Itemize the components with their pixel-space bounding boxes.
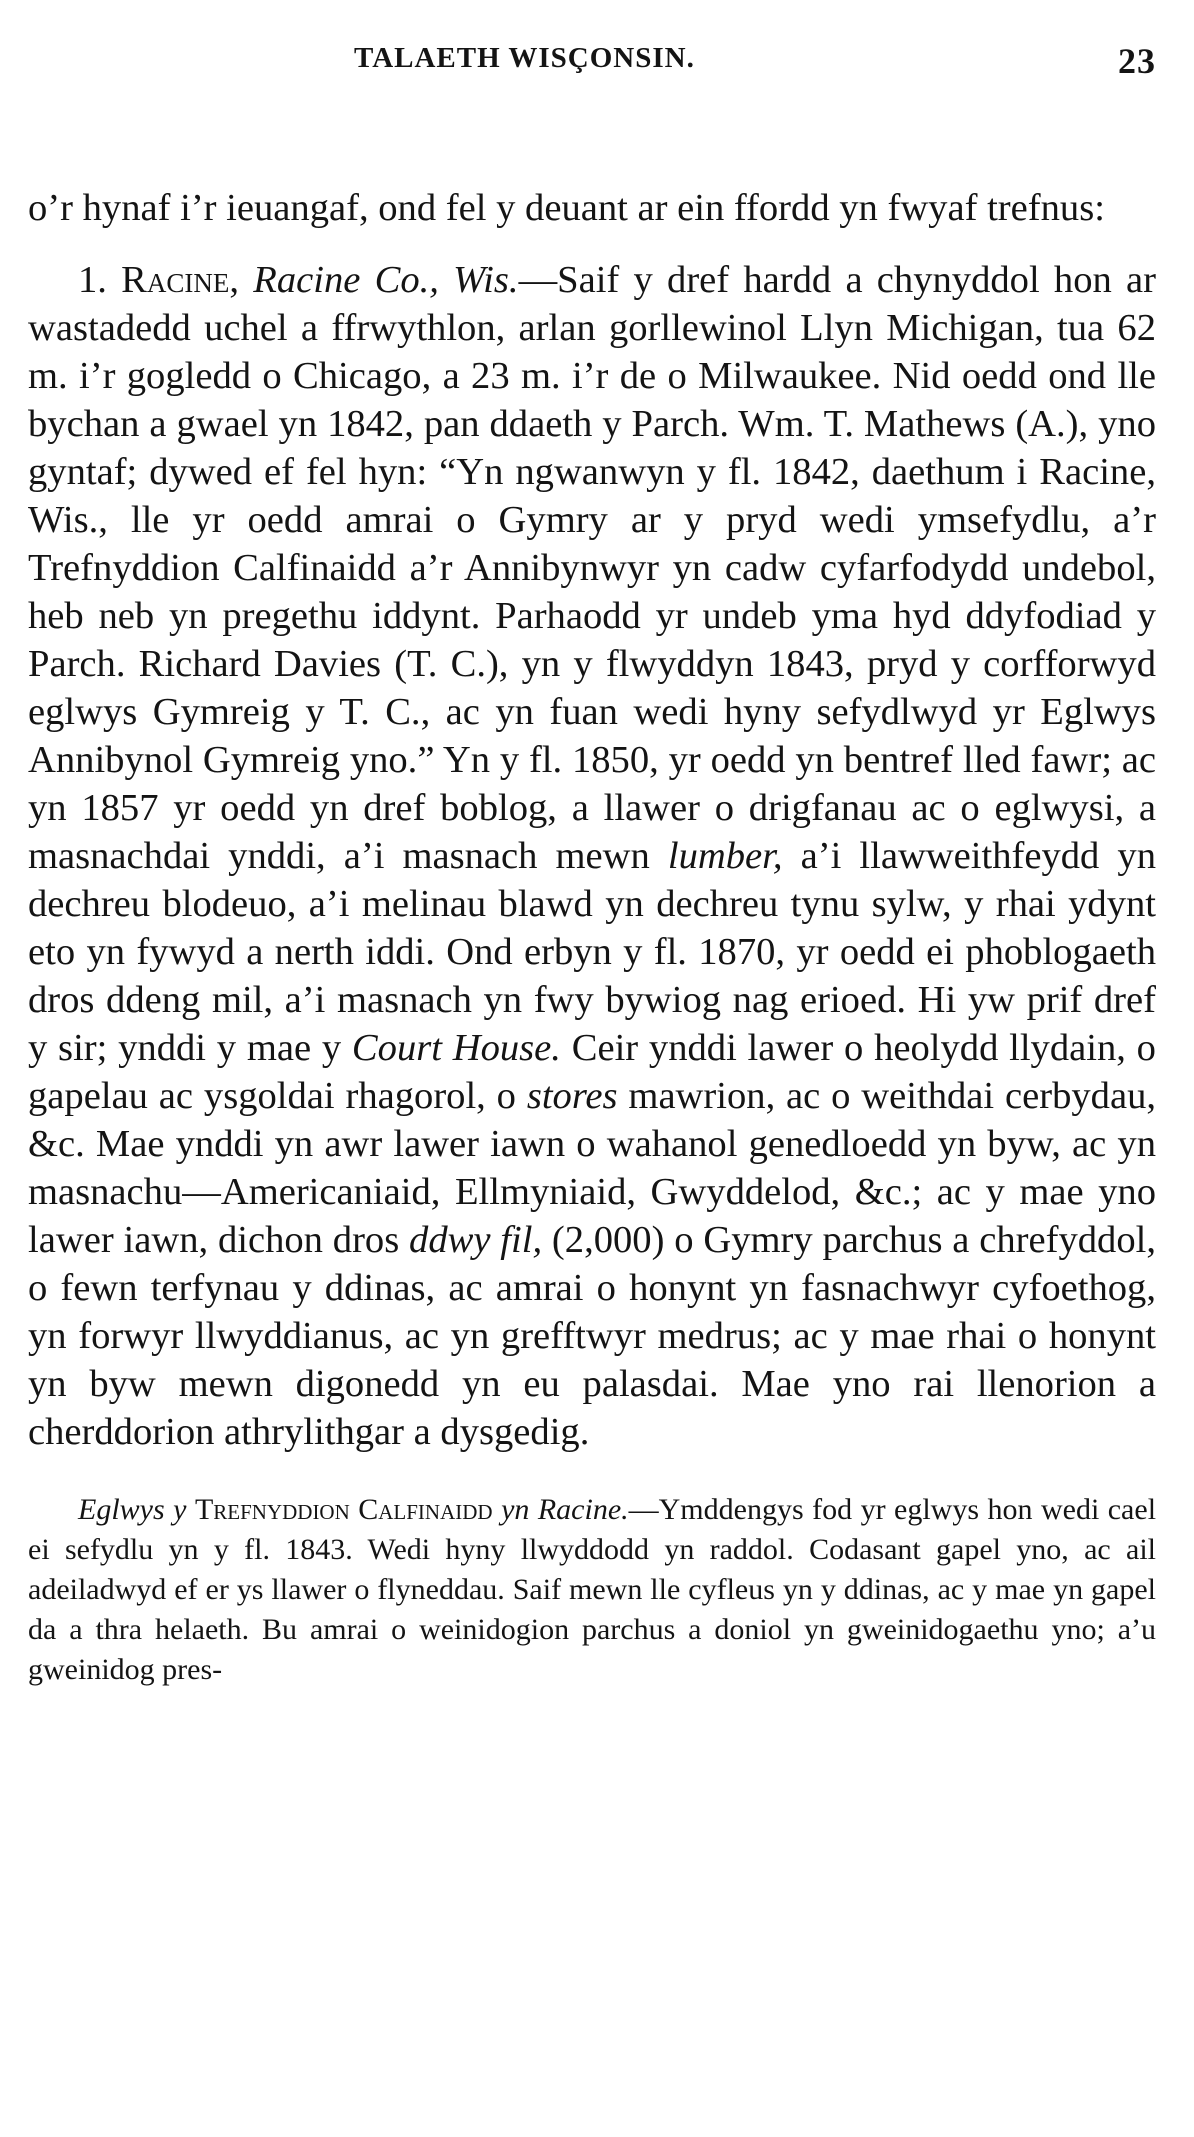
entry-text-1: —Saif y dref hardd a chynyddol hon ar wastadedd uchel a ffrwythlon, arlan gorllewinol Llyn Michigan, tua 62 m. i’r gogledd o Chicago, a 23 m. i’r de o Milwaukee. Nid oedd ond lle bychan a gwael yn 1842, pan ddaeth y Parch. Wm. T. Mathews (A.), yno gyntaf; dywed ef fel hyn: “Yn ngwanwyn y fl. 1842, daethum i Racine, Wis., lle yr oedd amrai o Gymry ar y pryd wedi ymsefydlu, a’r Trefnyddion Calfinaidd a’r Annibynwyr yn cadw cyfarfodydd undebol, heb neb yn pregethu iddynt. Parhaodd yr undeb yma hyd ddyfodiad y Parch. Richard Davies (T. C.), yn y flwyddyn 1843, pryd y corfforwyd eglwys Gymreig y T. C., ac yn fuan wedi hyny sefydlwyd yr Eglwys Annibynol Gymreig yno.” Yn y fl. 1850, yr oedd yn bentref lled fawr; ac yn 1857 yr oedd yn dref boblog, a llawer o drigfanau ac o eglwysi, a masnachdai ynddi, a’i masnach mewn (28, 259, 1156, 877)
entry-text-5: (2,000) o Gymry parchus a chrefyddol, o fewn terfynau y ddinas, ac amrai o honynt yn fasnachwyr cyfoethog, yn forwyr llwyddianus, ac yn grefftwyr medrus; ac y mae rhai o honynt yn byw mewn digonedd yn eu palasdai. Mae yno rai llenorion a cherddorion athrylithgar a dysgedig. (28, 1219, 1156, 1453)
entry-county: Racine Co., Wis. (253, 259, 519, 301)
entry-text-2: a’i llawweithfeydd yn dechreu blodeuo, a’i melinau blawd yn dechreu tynu sylw, y rhai ydynt eto yn fywyd a nerth iddi. Ond erbyn y fl. 1870, yr oedd ei phoblogaeth dros ddeng mil, a’i masnach yn fwy bywiog nag erioed. Hi yw prif dref y sir; ynddi y mae y (28, 835, 1156, 1069)
intro-text: o’r hynaf i’r ieuangaf, ond fel y deuant ar ein ffordd yn fwyaf trefnus: (28, 187, 1105, 229)
running-head (28, 40, 1156, 84)
book-page (28, 40, 1156, 1720)
note-text: —Ymddengys fod yr eglwys hon wedi cael ei sefydlu yn y fl. 1843. Wedi hyny llwyddodd yn raddol. Codasant gapel yno, ac ail adeiladwyd ef er ys llawer o flyneddau. Saif mewn lle cyfleus yn y ddinas, ac y mae yn gapel da a thra helaeth. Bu amrai o weinidogion parchus a doniol yn gweinidogaethu yno; a’u gweinidog pres- (28, 1493, 1157, 1686)
entry-number: 1. (78, 259, 107, 301)
entry-text-4: mawrion, ac o weithdai cerbydau, &c. Mae ynddi yn awr lawer iawn o wahanol genedloedd yn byw, ac yn masnachu—Americaniaid, Ellmyniaid, Gwyddelod, &c.; ac y mae yno lawer iawn, dichon dros (28, 1075, 1157, 1261)
running-title: TALAETH WISÇONSIN. (354, 42, 695, 74)
entry-italic-court-house: Court House. (351, 1027, 561, 1069)
entry-text-3: Ceir ynddi lawer o heolydd llydain, o gapelau ac ysgoldai rhagorol, o (28, 1027, 1156, 1117)
intro-paragraph (28, 184, 1156, 232)
note-heading-1: Eglwys y (78, 1493, 187, 1526)
racine-entry (28, 256, 1156, 1456)
entry-italic-lumber: lumber, (667, 835, 783, 877)
note-heading-sc: Trefnyddion Calfinaidd (194, 1493, 493, 1526)
church-note (28, 1490, 1156, 1690)
entry-italic-ddwy-fil: ddwy fil, (409, 1219, 543, 1261)
note-heading-2: yn Racine. (501, 1493, 629, 1526)
entry-place: Racine, (121, 259, 240, 301)
entry-italic-stores: stores (526, 1075, 618, 1117)
page-number: 23 (1118, 41, 1156, 81)
